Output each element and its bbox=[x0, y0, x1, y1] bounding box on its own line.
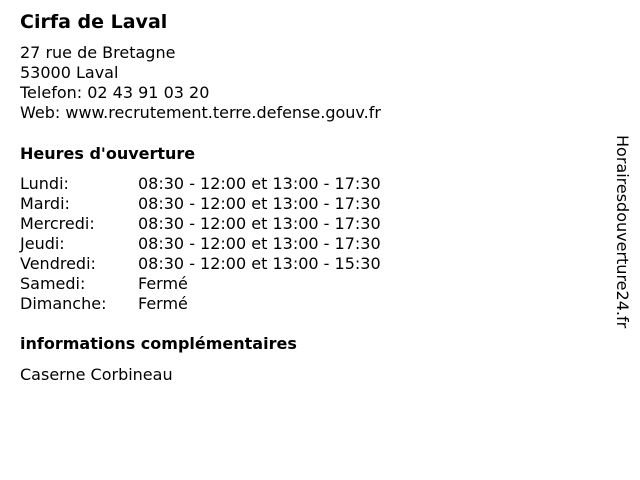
address-block bbox=[20, 43, 381, 123]
opening-hours-heading: Heures d'ouverture bbox=[20, 144, 196, 163]
time-value: 08:30 - 12:00 et 13:00 - 17:30 bbox=[138, 214, 381, 233]
hours-row-wednesday bbox=[20, 214, 440, 234]
opening-hours-table bbox=[20, 174, 440, 314]
day-label: Vendredi: bbox=[20, 254, 96, 273]
address-phone: Telefon: 02 43 91 03 20 bbox=[20, 83, 210, 102]
hours-row-friday bbox=[20, 254, 440, 274]
time-value: 08:30 - 12:00 et 13:00 - 15:30 bbox=[138, 254, 381, 273]
day-label: Samedi: bbox=[20, 274, 86, 293]
day-label: Mardi: bbox=[20, 194, 70, 213]
additional-info-text: Caserne Corbineau bbox=[20, 365, 173, 384]
page-title: Cirfa de Laval bbox=[20, 11, 168, 33]
day-label: Mercredi: bbox=[20, 214, 95, 233]
day-label: Dimanche: bbox=[20, 294, 107, 313]
address-street: 27 rue de Bretagne bbox=[20, 43, 176, 62]
hours-row-monday bbox=[20, 174, 440, 194]
hours-row-sunday bbox=[20, 294, 440, 314]
time-value: Fermé bbox=[138, 274, 188, 293]
address-website: Web: www.recrutement.terre.defense.gouv.fr bbox=[20, 103, 381, 122]
hours-row-saturday bbox=[20, 274, 440, 294]
time-value: Fermé bbox=[138, 294, 188, 313]
additional-info-heading: informations complémentaires bbox=[20, 334, 297, 353]
time-value: 08:30 - 12:00 et 13:00 - 17:30 bbox=[138, 234, 381, 253]
day-label: Lundi: bbox=[20, 174, 69, 193]
day-label: Jeudi: bbox=[20, 234, 65, 253]
site-watermark: Horairesdouverture24.fr bbox=[613, 135, 632, 329]
hours-row-thursday bbox=[20, 234, 440, 254]
hours-row-tuesday bbox=[20, 194, 440, 214]
time-value: 08:30 - 12:00 et 13:00 - 17:30 bbox=[138, 174, 381, 193]
time-value: 08:30 - 12:00 et 13:00 - 17:30 bbox=[138, 194, 381, 213]
address-city: 53000 Laval bbox=[20, 63, 119, 82]
